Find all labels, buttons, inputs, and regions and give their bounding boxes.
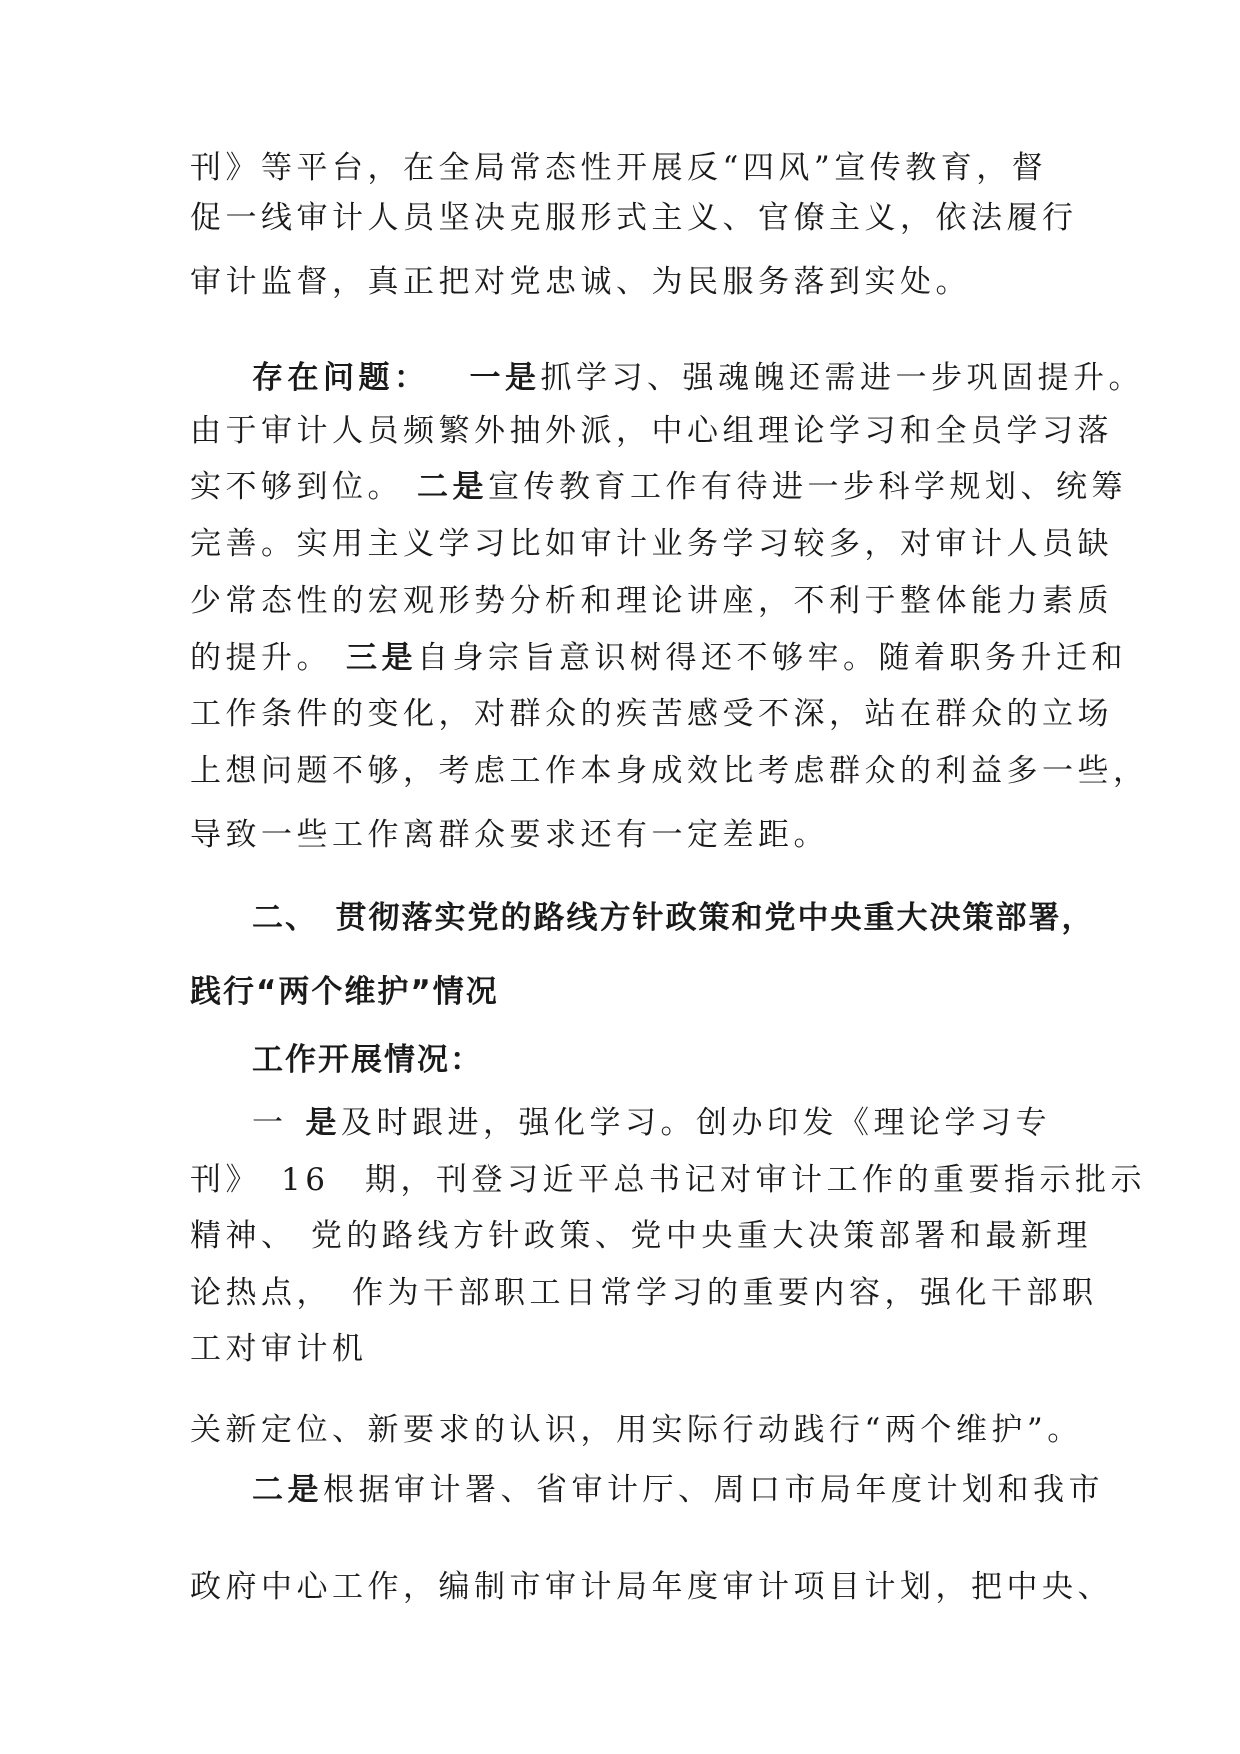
section-heading: [252, 898, 1095, 938]
text-run: 工作条件的变化，对群众的疾苦感受不深，站在群众的立场: [190, 696, 1113, 732]
paragraph-line: [190, 1410, 1083, 1450]
bold-label: 二是: [417, 469, 488, 505]
paragraph-line: [190, 751, 1149, 791]
text-run: 一: [252, 1105, 288, 1141]
heading-text: 二、 贯彻落实党的路线方针政策和党中央重大决策部署，: [252, 900, 1095, 936]
paragraph-line: [190, 467, 1127, 507]
text-run: 根据审计署、省审计厅、周口市局年度计划和我市: [323, 1472, 1104, 1508]
text-run: 少常态性的宏观形势分析和理论讲座，不利于整体能力素质: [190, 583, 1113, 619]
paragraph-line: [190, 1567, 1113, 1607]
text-run: 上想问题不够，考虑工作本身成效比考虑群众的利益多一些，: [190, 753, 1149, 789]
paragraph-line: [252, 358, 1144, 398]
text-run: 政府中心工作，编制市审计局年度审计项目计划，把中央、: [190, 1569, 1113, 1605]
text-run: 促一线审计人员坚决克服形式主义、官僚主义，依法履行: [190, 200, 1078, 236]
paragraph-line: [190, 581, 1113, 621]
text-run: 刊》 16 期，刊登习近平总书记对审计工作的重要指示批示: [190, 1162, 1146, 1198]
text-run: 的提升。: [190, 640, 332, 676]
text-run: 论热点， 作为干部职工日常学习的重要内容，强化干部职: [190, 1275, 1098, 1311]
bold-label: 二是: [252, 1472, 323, 1508]
paragraph-line: [190, 1329, 368, 1369]
paragraph-line: [190, 411, 1113, 451]
paragraph-line: [190, 198, 1078, 238]
bold-label: 一是: [469, 360, 541, 396]
text-run: 由于审计人员频繁外抽外派，中心组理论学习和全员学习落: [190, 413, 1113, 449]
paragraph-line: [190, 148, 1047, 188]
section-heading-continued: [190, 972, 499, 1012]
subheading-text: 工作开展情况：: [252, 1042, 483, 1078]
paragraph-line: [190, 262, 971, 302]
text-run: 实不够到位。: [190, 469, 403, 505]
text-run: 刊》等平台，在全局常态性开展反“四风”宣传教育，督: [190, 150, 1048, 186]
bold-label: 存在问题：: [252, 360, 430, 396]
text-run: 及时跟进，强化学习。创办印发《理论学习专: [341, 1105, 1051, 1141]
text-run: 导致一些工作离群众要求还有一定差距。: [190, 817, 829, 853]
heading-text: 践行“两个维护”情况: [190, 974, 499, 1010]
paragraph-line: [190, 1216, 1092, 1256]
text-run: 自身宗旨意识树得还不够牢。随着职务升迁和: [417, 640, 1127, 676]
paragraph-line: [190, 524, 1113, 564]
bold-label: 是: [305, 1105, 341, 1141]
text-run: 精神、 党的路线方针政策、党中央重大决策部署和最新理: [190, 1218, 1092, 1254]
text-run: 审计监督，真正把对党忠诚、为民服务落到实处。: [190, 264, 971, 300]
paragraph-line: [190, 1160, 1146, 1200]
text-run: 关新定位、新要求的认识，用实际行动践行“两个维护”。: [190, 1412, 1083, 1448]
paragraph-line: [252, 1103, 1051, 1143]
text-run: 完善。实用主义学习比如审计业务学习较多，对审计人员缺: [190, 526, 1113, 562]
paragraph-line: [252, 1470, 1104, 1510]
bold-label: 三是: [346, 640, 417, 676]
text-run: 宣传教育工作有待进一步科学规划、统筹: [488, 469, 1127, 505]
text-run: 抓学习、强魂魄还需进一步巩固提升。: [540, 360, 1144, 396]
subheading: [252, 1040, 483, 1080]
paragraph-line: [190, 1273, 1098, 1313]
paragraph-line: [190, 638, 1127, 678]
paragraph-line: [190, 694, 1113, 734]
paragraph-line: [190, 815, 829, 855]
text-run: 工对审计机: [190, 1331, 368, 1367]
